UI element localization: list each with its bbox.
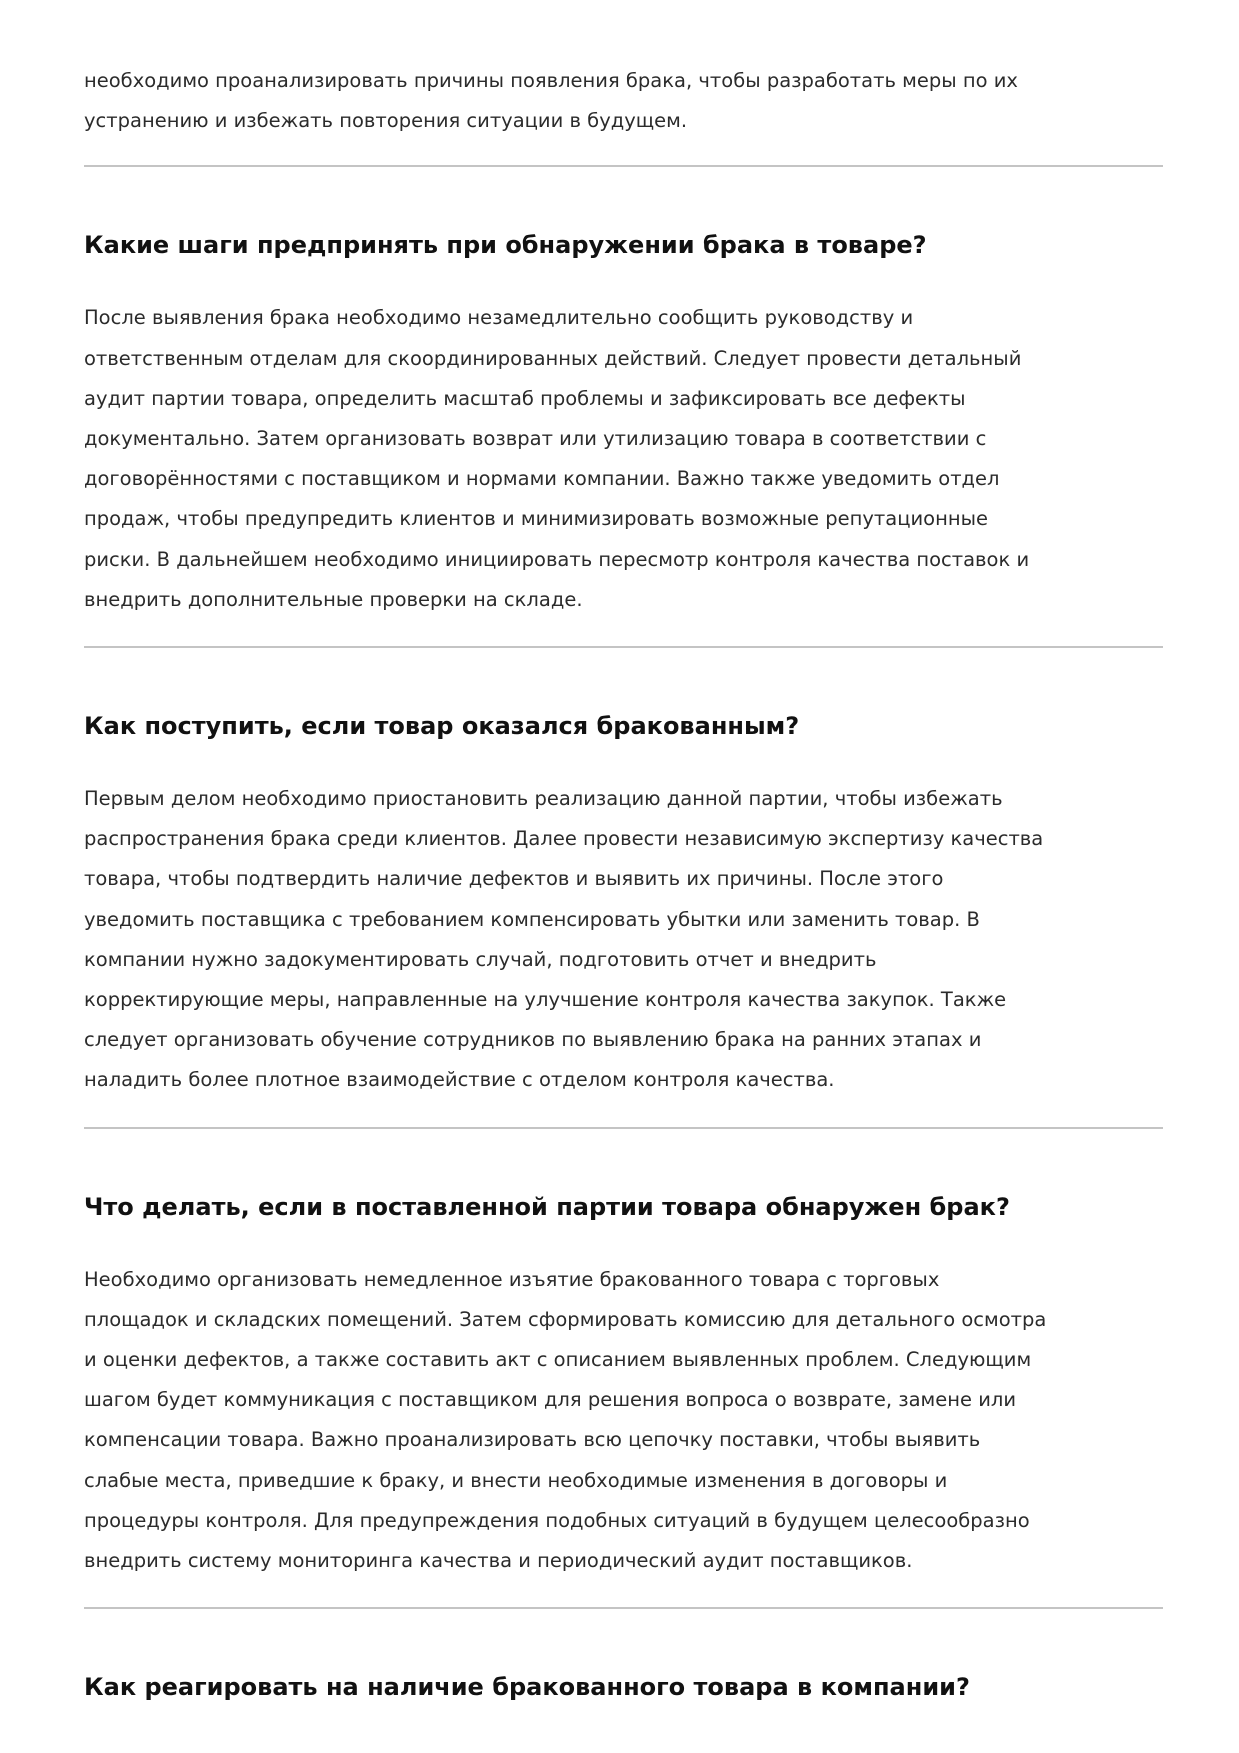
text-line: аудит партии товара, определить масштаб проблемы и зафиксировать все дефекты [84,386,966,410]
text-line: документально. Затем организовать возврат или утилизацию товара в соответствии с [84,427,987,451]
section-paragraph [84,1260,1163,1582]
faq-section [84,225,1163,648]
text-line: компенсации товара. Важно проанализировать всю цепочку поставки, чтобы выявить [84,1428,981,1452]
text-line: наладить более плотное взаимодействие с отделом контроля качества. [84,1068,835,1092]
section-paragraph [84,779,1163,1101]
text-line: распространения брака среди клиентов. Далее провести независимую экспертизу качества [84,827,1044,851]
section-heading: Как реагировать на наличие бракованного товара в компании? [84,1673,970,1702]
text-line: ответственным отделам для скоординированных действий. Следует провести детальный [84,346,1022,370]
section-heading: Как поступить, если товар оказался бракованным? [84,712,800,741]
divider [84,1607,1163,1609]
section-heading: Какие шаги предпринять при обнаружении брака в товаре? [84,231,927,260]
faq-section [84,1187,1163,1610]
text-line: уведомить поставщика с требованием компенсировать убытки или заменить товар. В [84,907,980,931]
section-paragraph [84,298,1163,620]
text-line: внедрить систему мониторинга качества и периодический аудит поставщиков. [84,1549,913,1573]
section-heading: Что делать, если в поставленной партии товара обнаружен брак? [84,1192,1010,1221]
text-line: товара, чтобы подтвердить наличие дефектов и выявить их причины. После этого [84,867,944,891]
divider [84,1127,1163,1129]
text-line: шагом будет коммуникация с поставщиком для решения вопроса о возврате, замене или [84,1388,1017,1412]
text-line: Необходимо организовать немедленное изъятие бракованного товара с торговых [84,1267,940,1291]
text-line: устранению и избежать повторения ситуации в будущем. [84,109,688,133]
text-line: продаж, чтобы предупредить клиентов и минимизировать возможные репутационные [84,507,988,531]
text-line: процедуры контроля. Для предупреждения подобных ситуаций в будущем целесообразно [84,1508,1030,1532]
intro-paragraph [84,61,1163,141]
text-line: После выявления брака необходимо незамедлительно сообщить руководству и [84,306,914,330]
text-line: и оценки дефектов, а также составить акт с описанием выявленных проблем. Следующим [84,1348,1032,1372]
faq-section [84,1667,1163,1707]
divider [84,165,1163,167]
text-line: риски. В дальнейшем необходимо инициировать пересмотр контроля качества поставок и [84,547,1030,571]
text-line: компании нужно задокументировать случай, подготовить отчет и внедрить [84,947,877,971]
divider [84,646,1163,648]
faq-section [84,706,1163,1129]
text-line: следует организовать обучение сотрудников по выявлению брака на ранних этапах и [84,1028,982,1052]
text-line: Первым делом необходимо приостановить реализацию данной партии, чтобы избежать [84,787,1003,811]
text-line: внедрить дополнительные проверки на складе. [84,587,583,611]
text-line: необходимо проанализировать причины появления брака, чтобы разработать меры по их [84,69,1018,92]
text-line: корректирующие меры, направленные на улучшение контроля качества закупок. Также [84,988,1007,1012]
text-line: договорённостями с поставщиком и нормами компании. Важно также уведомить отдел [84,467,1000,491]
text-line: слабые места, приведшие к браку, и внести необходимые изменения в договоры и [84,1468,948,1492]
text-line: площадок и складских помещений. Затем сформировать комиссию для детального осмотра [84,1307,1047,1331]
